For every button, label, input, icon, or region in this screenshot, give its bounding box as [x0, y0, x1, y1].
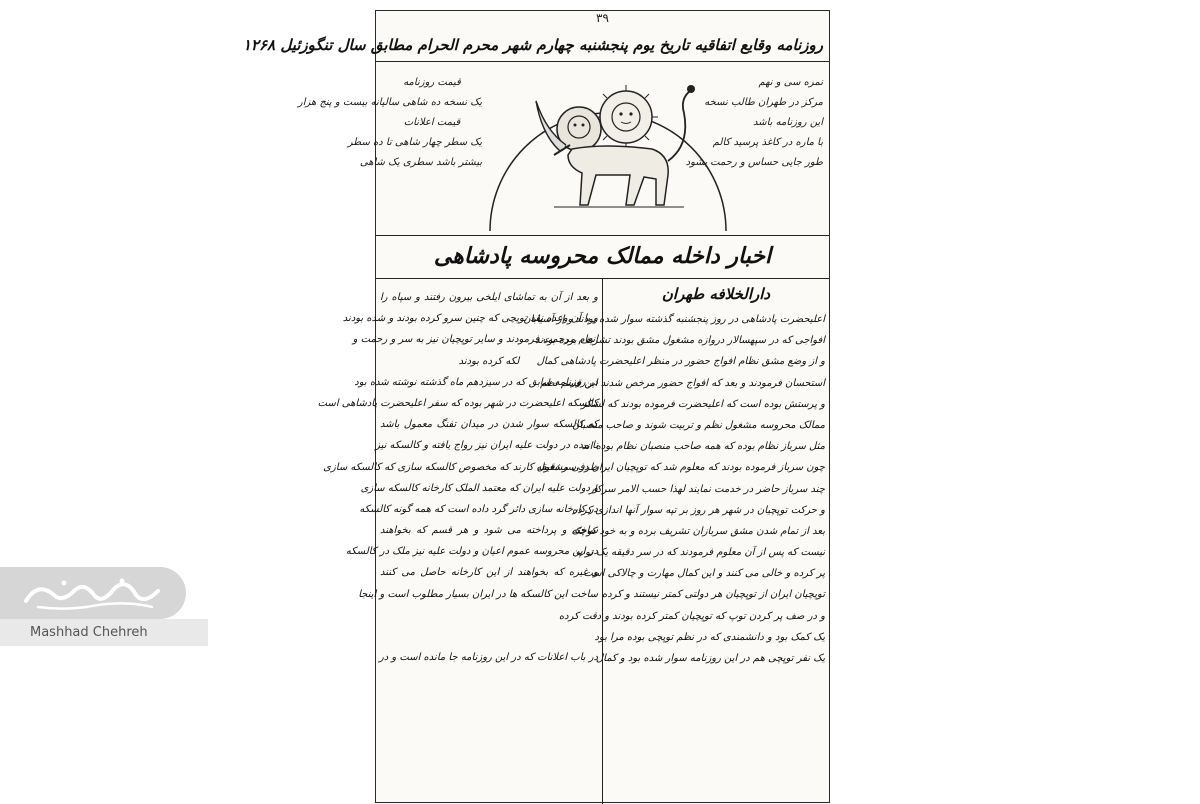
text-line: و دولت علیه ایران که معتمد الملک کارخانه کالسکه سازی: [360, 482, 598, 494]
newspaper-page: [242, 10, 830, 803]
text-line: استحسان فرمودند و بعد که افواج حضور مرخص شدند این قسم نظم: [540, 377, 825, 389]
sidebar-price-info: [297, 73, 482, 173]
sidebar-left-line: بیشتر باشد سطری یک شاهی: [359, 157, 482, 168]
sidebar-left-line: قیمت اعلانات: [403, 117, 461, 128]
sidebar-issue-info: [685, 73, 823, 173]
watermark-label: Mashhad Chehreh: [30, 625, 148, 640]
section-header: [376, 235, 829, 279]
text-line: در روزنامه سابق که در سیزدهم ماه گذشته نوشته شده بود: [354, 376, 598, 388]
text-line: ساخت این کالسکه ها در ایران بسیار مطلوب است و اینجا: [358, 588, 598, 600]
watermark-logo-panel: [0, 567, 186, 619]
text-line: بعد از تمام شدن مشق سربازان تشریف برده و به خود کوچک: [571, 525, 825, 537]
section-title: اخبار داخله ممالک محروسه پادشاهی: [433, 244, 772, 269]
text-line: اعلیحضرت پادشاهی در روز پنجشنبه گذشته سوار شده بودند و از آسیابان: [523, 314, 825, 325]
text-line: و در صف پر کردن توپ که توپچیان کمتر کرده بودند و دقت کرده: [558, 610, 825, 622]
text-line: نیست که پس از آن معلوم فرمودند که در سر دقیقه یک توپ: [575, 547, 825, 559]
text-line: چون سرباز فرموده بودند که معلوم شد که توپچیان ایران در سر دقیقه: [536, 462, 825, 474]
masthead-rule: [376, 61, 829, 62]
column-heading: دارالخلافه طهران: [661, 285, 771, 303]
text-line: یک کمک بود و دانشمندی که در نظم توپچی بوده مرا بود: [594, 631, 825, 643]
text-line: طرفی مشغول کارند که مخصوص کالسکه سازی که کالسکه سازی: [323, 461, 598, 473]
text-line: انعام مرحمت فرمودند و سایر توپچیان نیز به سر و رحمت و: [352, 334, 598, 346]
sidebar-left-line: یک نسخه ده شاهی سالیانه بیست و پنج هزار: [297, 97, 482, 108]
text-line: که کالسکه سوار شدن در میدان تفنگ معمول باشد: [380, 419, 598, 431]
text-line: ممالک محروسه مشغول نظم و تربیت شوند و صاحب منصبان: [571, 419, 825, 431]
emblem-section: [297, 65, 829, 231]
left-column: [317, 279, 598, 804]
lion-and-sun-emblem: [484, 65, 732, 231]
text-line: در کارخانه سازی دائر گرد داده است که همه گونه کالسکه: [359, 503, 598, 515]
sidebar-left-line: یک سطر چهار شاهی تا ده سطر: [347, 137, 482, 148]
watermark-label-panel: [0, 619, 208, 646]
sidebar-left-line: قیمت روزنامه: [403, 77, 461, 88]
text-line: در باب اعلانات که در این روزنامه جا مانده است و در: [378, 652, 598, 664]
text-line: و حرکت توپچیان در شهر هر روز بر تپه سوار آنها اندازی کرده: [572, 504, 825, 516]
text-line: [380, 605, 598, 626]
text-line: و پرستش بوده است که اعلیحضرت فرموده بودند که لشکر: [581, 398, 825, 410]
text-line: توپچیان ایران از توپچیان هر دولتی کمتر نیستند و کرده: [602, 589, 825, 601]
text-line: نا مده در دولت علیه ایران نیز رواج یافته و کالسکه نیز: [375, 440, 598, 452]
text-line: و غیره که بخواهند از این کارخانه حاصل می کنند: [380, 567, 598, 579]
text-line: چند سرباز حاضر در خدمت نمایند لهذا حسب الامر سرکار: [589, 483, 825, 495]
text-line: افواجی که در سپهسالار دروازه مشغول مشق بودند تشریف برده بودند: [534, 335, 825, 347]
sidebar-right-line: نمره سی و نهم: [758, 77, 823, 88]
article-columns: [317, 279, 829, 804]
text-line: لکه کرده بودند: [458, 355, 520, 367]
text-line: و از وضع مشق نظام افواج حضور در منظر اعلیحضرت پادشاهی کمال: [536, 356, 825, 368]
sidebar-right-line: با ماره در کاغذ پرسید کالم: [712, 137, 823, 148]
masthead-title: روزنامه وقایع اتفاقیه تاریخ یوم پنجشنبه چهارم شهر محرم الحرام مطابق سال تنگوزئیل ۱۲۶۸: [242, 36, 823, 54]
right-column: [523, 279, 825, 804]
text-line: و بعد از آن به تماشای ایلخی بیرون رفتند و سپاه را: [380, 292, 598, 303]
sidebar-right-line: این روزنامه باشد: [752, 117, 823, 128]
text-line: کالسکه اعلیحضرت در شهر بوده که سفر اعلیحضرت پادشاهی است: [317, 397, 598, 409]
column-divider: [602, 279, 603, 804]
text-line: [380, 626, 598, 647]
text-line: یک نفر توپچی هم در این روزنامه سوار شده بود و کمال: [595, 653, 825, 664]
sidebar-right-line: مرکز در طهران طالب نسخه: [704, 97, 823, 108]
watermark: [0, 567, 208, 646]
text-line: پر کرده و خالی می کنند و این کمال مهارت و چالاکی است: [583, 568, 825, 580]
mashhad-chehreh-logo-icon: [18, 573, 168, 613]
text-line: در این محروسه عموم اعیان و دولت علیه نیز ملک در کالسکه: [345, 546, 598, 558]
page-number: ۳۹: [596, 11, 609, 25]
text-line: و با آن وعده نقد توپچی که چنین سرو کرده بودند و شده بودند: [342, 313, 598, 325]
sidebar-right-line: طور جایی حساس و رحمت بشود: [685, 157, 823, 168]
text-line: مثل سرباز نظام بوده که همه صاحب منصبان نظام بوده اند: [581, 441, 825, 453]
text-line: ساخته و پرداخته می شود و هر قسم که بخواهند: [380, 525, 598, 537]
